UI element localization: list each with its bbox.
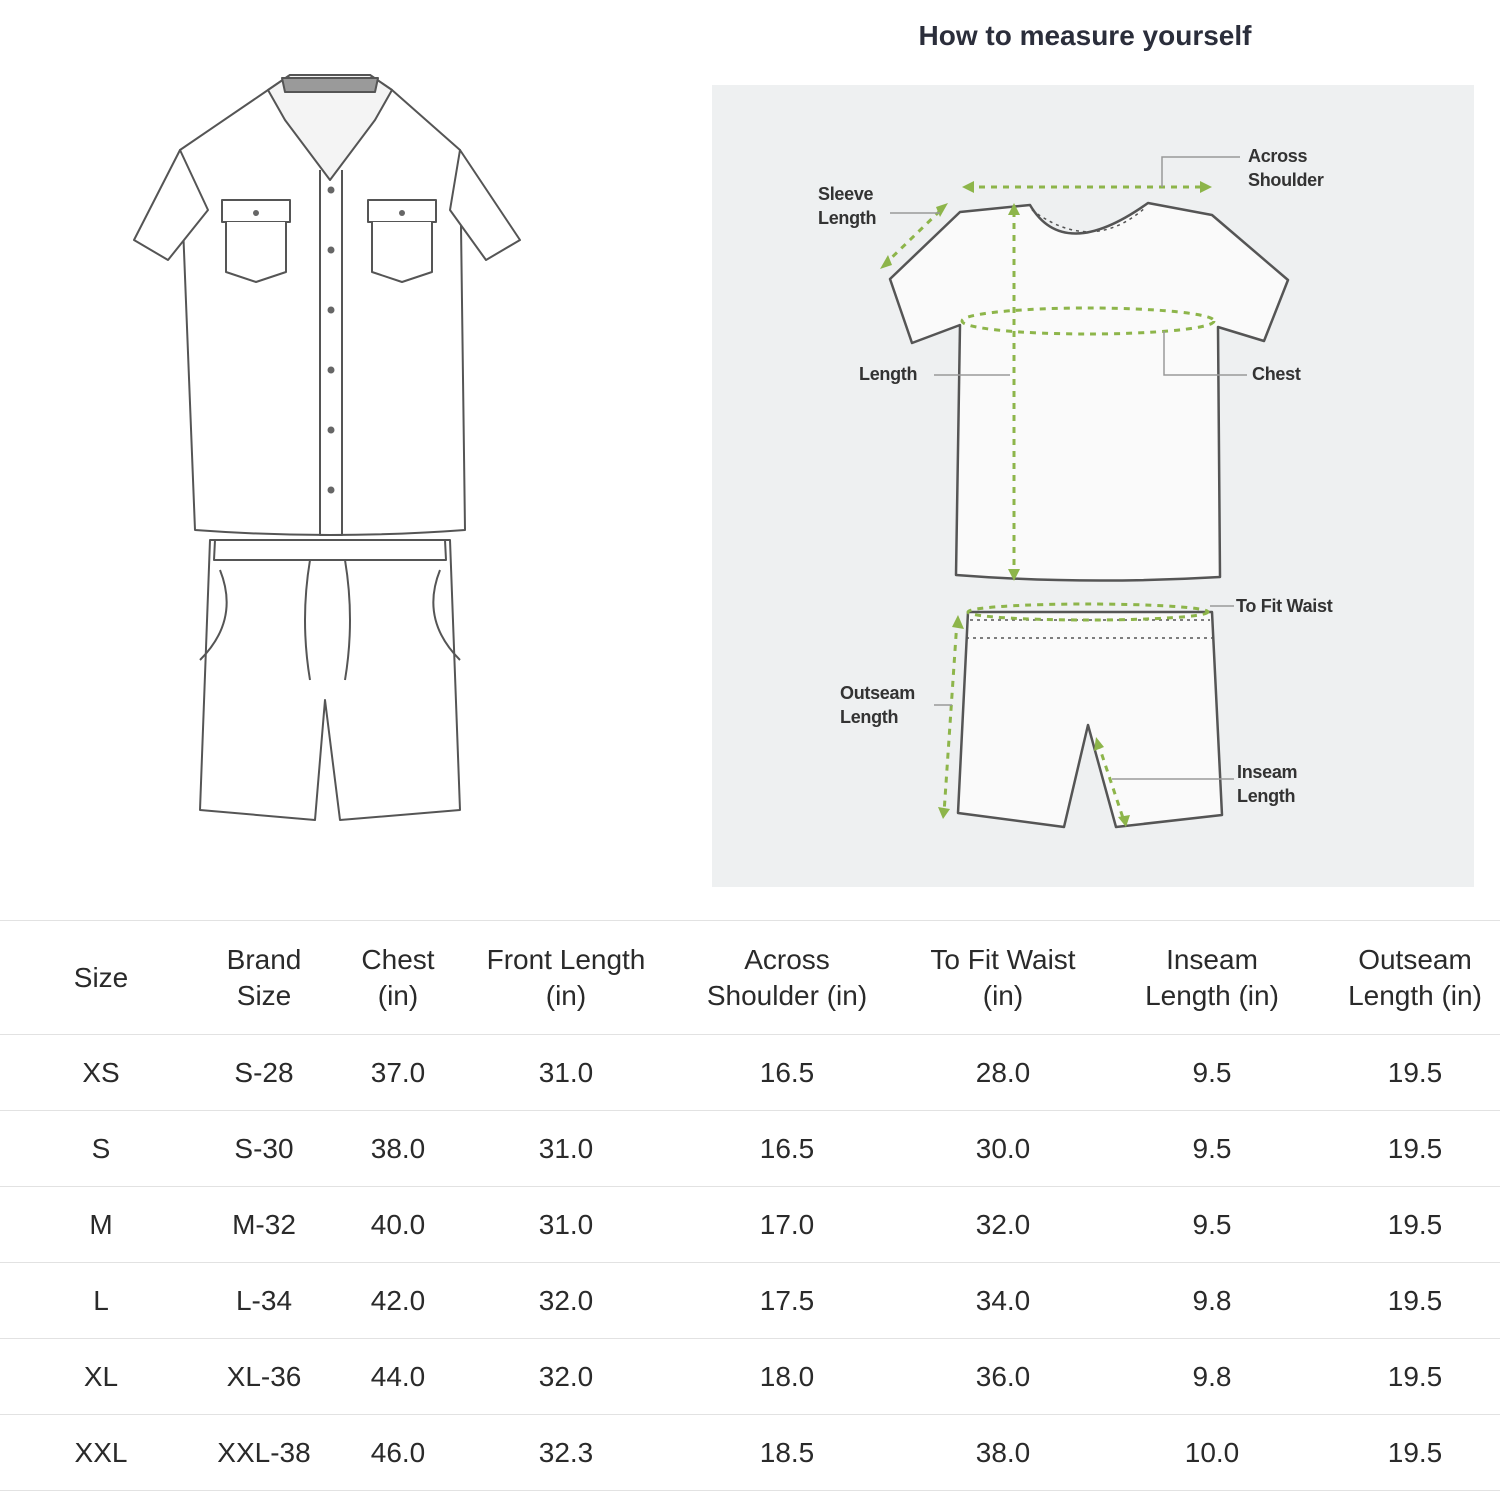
table-cell: 32.0 <box>470 1339 662 1415</box>
table-cell: 30.0 <box>912 1111 1094 1187</box>
table-cell: 28.0 <box>912 1035 1094 1111</box>
table-cell: 9.8 <box>1094 1263 1330 1339</box>
column-header <box>326 921 470 1035</box>
column-header-line: Chest <box>361 943 435 975</box>
table-cell: 19.5 <box>1330 1111 1500 1187</box>
table-cell: 46.0 <box>326 1415 470 1491</box>
table-cell: M <box>0 1187 202 1263</box>
table-cell: 16.5 <box>662 1035 912 1111</box>
table-cell: XXL-38 <box>202 1415 326 1491</box>
table-row <box>0 1415 1500 1491</box>
table-cell: L-34 <box>202 1263 326 1339</box>
product-sketch-image <box>120 60 540 850</box>
table-cell: 17.5 <box>662 1263 912 1339</box>
table-cell: 19.5 <box>1330 1339 1500 1415</box>
table-header-row <box>0 921 1500 1035</box>
table-cell: 40.0 <box>326 1187 470 1263</box>
table-cell: XXL <box>0 1415 202 1491</box>
table-row <box>0 1187 1500 1263</box>
size-chart-table <box>0 920 1500 1491</box>
label-sleeve-length: Sleeve Length <box>818 184 877 228</box>
table-cell: 19.5 <box>1330 1187 1500 1263</box>
table-cell: 9.8 <box>1094 1339 1330 1415</box>
table-cell: 19.5 <box>1330 1263 1500 1339</box>
table-row <box>0 1035 1500 1111</box>
table-row <box>0 1111 1500 1187</box>
label-to-fit-waist: To Fit Waist <box>1236 596 1333 616</box>
table-cell: 42.0 <box>326 1263 470 1339</box>
column-header-line: Length (in) <box>1348 979 1482 1011</box>
table-cell: M-32 <box>202 1187 326 1263</box>
column-header <box>662 921 912 1035</box>
label-chest: Chest <box>1252 364 1301 384</box>
table-cell: S-28 <box>202 1035 326 1111</box>
column-header <box>470 921 662 1035</box>
label-length: Length <box>859 364 918 384</box>
table-cell: 31.0 <box>470 1111 662 1187</box>
table-cell: 19.5 <box>1330 1415 1500 1491</box>
column-header-line: Front Length <box>486 943 646 975</box>
table-cell: 9.5 <box>1094 1035 1330 1111</box>
table-cell: 36.0 <box>912 1339 1094 1415</box>
measure-guide-title: How to measure yourself <box>918 20 1252 51</box>
column-header-line: Across <box>744 943 830 975</box>
table-cell: 37.0 <box>326 1035 470 1111</box>
table-cell: S <box>0 1111 202 1187</box>
column-header-line: (in) <box>982 979 1024 1011</box>
table-cell: 32.0 <box>470 1263 662 1339</box>
table-cell: XL-36 <box>202 1339 326 1415</box>
table-cell: 10.0 <box>1094 1415 1330 1491</box>
table-cell: 16.5 <box>662 1111 912 1187</box>
measurement-diagram <box>712 85 1474 887</box>
column-header-line: Inseam <box>1166 943 1258 975</box>
label-outseam-length: Outseam Length <box>840 683 915 727</box>
table-row <box>0 1339 1500 1415</box>
table-cell: XS <box>0 1035 202 1111</box>
column-header-line: To Fit Waist <box>930 943 1076 975</box>
column-header-line: (in) <box>377 979 419 1011</box>
table-cell: 18.0 <box>662 1339 912 1415</box>
table-cell: 31.0 <box>470 1187 662 1263</box>
column-header <box>912 921 1094 1035</box>
table-cell: 32.3 <box>470 1415 662 1491</box>
table-cell: L <box>0 1263 202 1339</box>
column-header-line: Size <box>236 979 292 1011</box>
column-header-line: Brand <box>226 943 302 975</box>
label-across-shoulder: Across Shoulder <box>1248 146 1324 190</box>
table-cell: 44.0 <box>326 1339 470 1415</box>
column-header <box>1094 921 1330 1035</box>
column-header <box>202 921 326 1035</box>
table-cell: 38.0 <box>912 1415 1094 1491</box>
table-cell: 31.0 <box>470 1035 662 1111</box>
column-header-line: Length (in) <box>1145 979 1279 1011</box>
column-header-line: Shoulder (in) <box>706 979 868 1011</box>
column-header <box>0 921 202 1035</box>
table-cell: 9.5 <box>1094 1111 1330 1187</box>
table-cell: 9.5 <box>1094 1187 1330 1263</box>
column-header-line: (in) <box>545 979 587 1011</box>
table-cell: 38.0 <box>326 1111 470 1187</box>
table-cell: 32.0 <box>912 1187 1094 1263</box>
table-row <box>0 1263 1500 1339</box>
column-header-line: Outseam <box>1358 943 1472 975</box>
table-cell: 34.0 <box>912 1263 1094 1339</box>
column-header-line: Size <box>73 961 129 993</box>
table-cell: 19.5 <box>1330 1035 1500 1111</box>
table-cell: 17.0 <box>662 1187 912 1263</box>
table-cell: XL <box>0 1339 202 1415</box>
label-inseam-length: Inseam Length <box>1237 762 1298 806</box>
table-cell: S-30 <box>202 1111 326 1187</box>
column-header <box>1330 921 1500 1035</box>
table-cell: 18.5 <box>662 1415 912 1491</box>
